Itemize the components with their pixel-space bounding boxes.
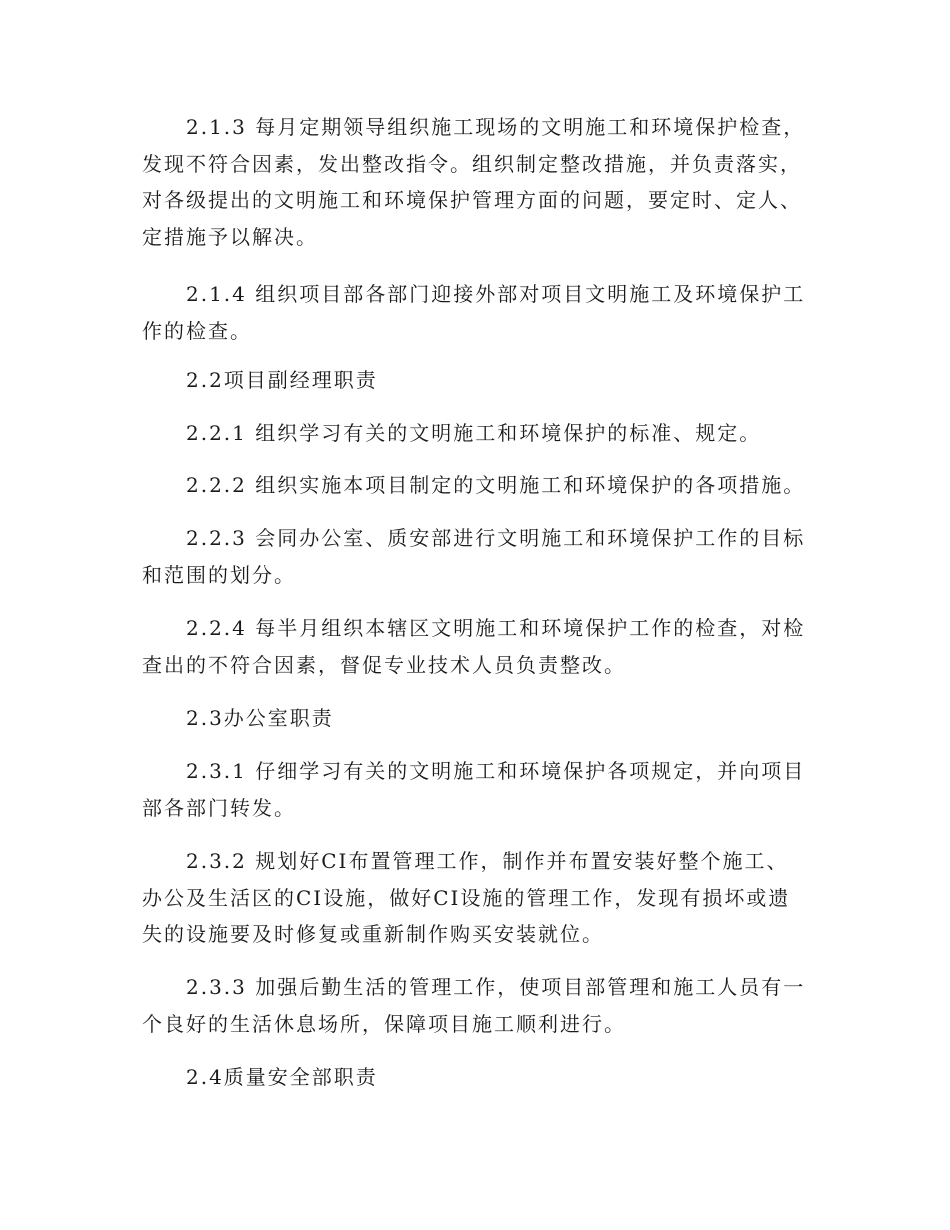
paragraph-2-3-1: 2.3.1 仔细学习有关的文明施工和环境保护各项规定，并向项目部各部门转发。 (142, 759, 806, 820)
paragraph-2-2-4: 2.2.4 每半月组织本辖区文明施工和环境保护工作的检查，对检查出的不符合因素，督促专业技术人员负责整改。 (142, 616, 806, 677)
paragraph-2-3-2: 2.3.2 规划好CI布置管理工作，制作并布置安装好整个施工、办公及生活区的CI设施，做好CI设施的管理工作，发现有损坏或遗失的设施要及时修复或重新制作购买安装就位。 (142, 849, 791, 946)
section-heading-2-3: 2.3办公室职责 (186, 706, 334, 730)
section-heading-2-4: 2.4质量安全部职责 (186, 1065, 378, 1089)
paragraph-2-1-3: 2.1.3 每月定期领导组织施工现场的文明施工和环境保护检查，发现不符合因素，发出整改指令。组织制定整改措施，并负责落实，对各级提出的文明施工和环境保护管理方面的问题，要定时、定人、定措施予以解决。 (142, 115, 806, 249)
section-heading-2-2: 2.2项目副经理职责 (186, 368, 378, 392)
paragraph-2-3-3: 2.3.3 加强后勤生活的管理工作，使项目部管理和施工人员有一个良好的生活休息场所，保障项目施工顺利进行。 (142, 975, 806, 1036)
paragraph-2-1-4: 2.1.4 组织项目部各部门迎接外部对项目文明施工及环境保护工作的检查。 (142, 282, 806, 343)
paragraph-2-2-1: 2.2.1 组织学习有关的文明施工和环境保护的标准、规定。 (186, 421, 762, 445)
paragraph-2-2-2: 2.2.2 组织实施本项目制定的文明施工和环境保护的各项措施。 (186, 473, 806, 497)
paragraph-2-2-3: 2.2.3 会同办公室、质安部进行文明施工和环境保护工作的目标和范围的划分。 (142, 526, 806, 587)
